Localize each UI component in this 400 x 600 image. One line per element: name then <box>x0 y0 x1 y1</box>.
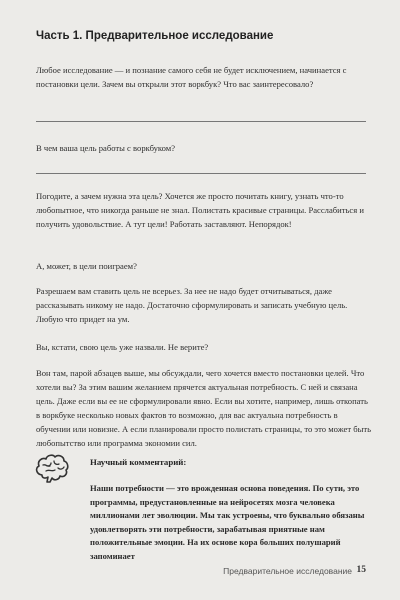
goal-question: В чем ваша цель работы с воркбуком? <box>36 143 176 153</box>
section-title: Часть 1. Предварительное исследование <box>36 30 274 42</box>
science-comment-body: Наши потребности — это врожденная основа поведения. По сути, это программы, предустановленные на нейросетях мозга человека миллионами лет эволюции. Мы так устроены, что буквально обязаны удовлетворять эти потребности, зарабатывая приятные нам положительные эмоции. На их основе кора больших полушарий запоминает <box>90 483 365 561</box>
paragraph: А, может, в цели поиграем? <box>36 261 137 271</box>
science-comment-title: Научный комментарий: <box>90 457 187 467</box>
page-number: 15 <box>356 565 366 575</box>
answer-line <box>36 121 366 122</box>
answer-line <box>36 173 366 174</box>
paragraph: Разрешаем вам ставить цель не всерьез. За нее не надо будет отчитываться, даже рассказывать никому не надо. Достаточно сформулировать и записать учебную цель. Любую что придет на ум. <box>36 286 348 324</box>
running-footer: Предварительное исследование <box>223 566 352 576</box>
paragraph: Вон там, парой абзацев выше, мы обсуждали, чего хочется вместо постановки целей. Что хотели вы? За этим вашим желанием прячется актуальная потребность. С ней и связана цель. Даже если вы ее не сформулировали явно. Если вы хотите, например, лишь откопать в воркбуке несколько новых фактов то возможно, для вас актуальна потребность в обучении или новизне. А если планировали просто полистать страницы, то это может быть любопытство или программа экономии сил. <box>36 368 372 448</box>
brain-icon <box>34 453 70 483</box>
intro-paragraph: Любое исследование — и познание самого себя не будет исключением, начинается с постановки цели. Зачем вы открыли этот воркбук? Что вас заинтересовало? <box>36 65 347 89</box>
paragraph: Погодите, а зачем нужна эта цель? Хочется же просто почитать книгу, узнать что-то любопытное, что никогда раньше не знал. Полистать красивые страницы. Расслабиться и получить удовольствие. А тут цели! Работать заставляют. Непорядок! <box>36 191 364 229</box>
paragraph: Вы, кстати, свою цель уже назвали. Не верите? <box>36 342 209 352</box>
